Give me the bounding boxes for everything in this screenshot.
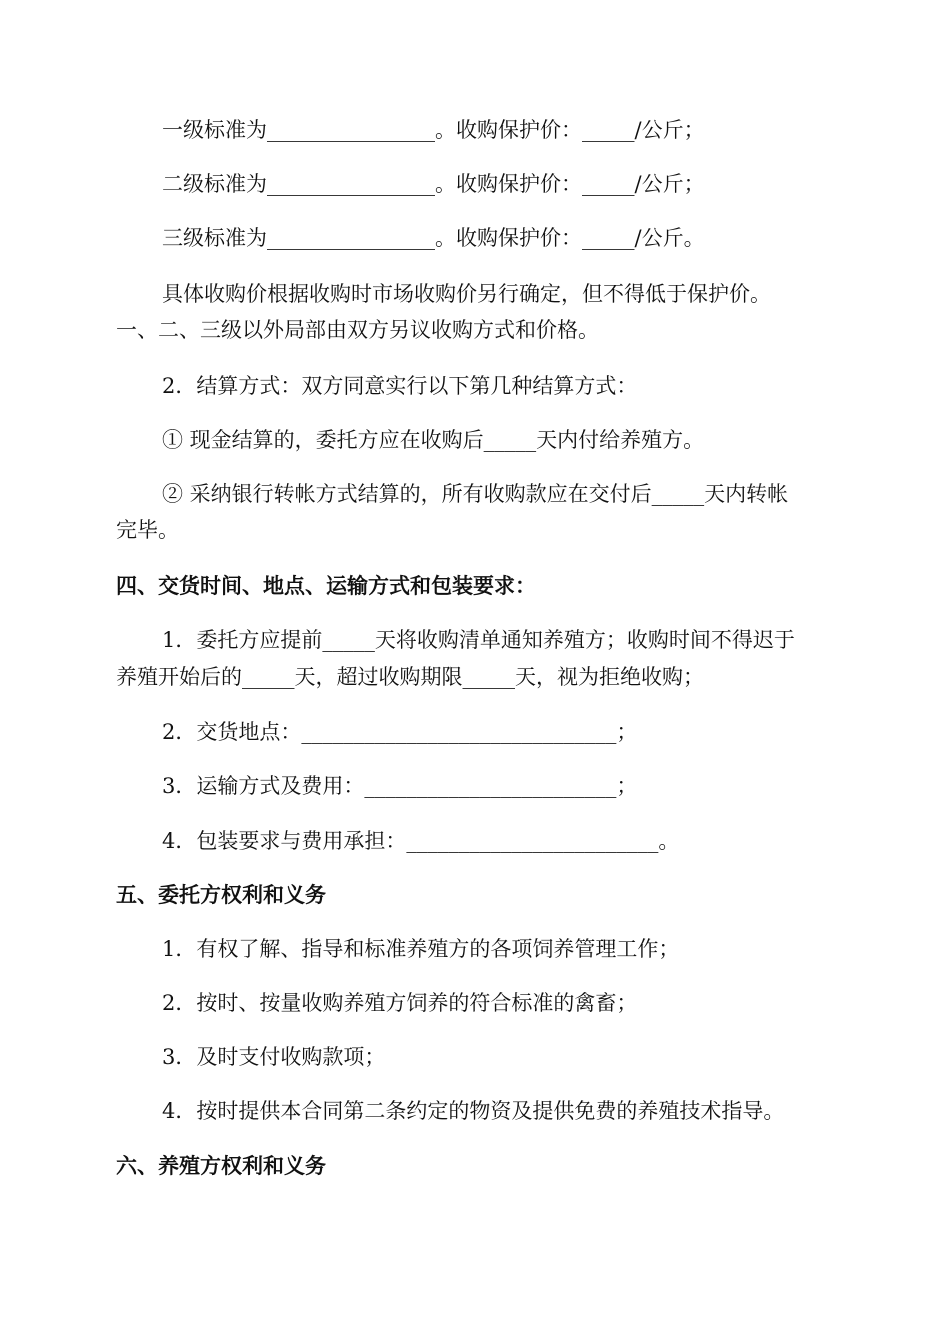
pricing-note-line-1: 具体收购价根据收购时市场收购价另行确定，但不得低于保护价。 xyxy=(162,282,771,306)
settlement-option-1: ① 现金结算的，委托方应在收购后_____天内付给养殖方。 xyxy=(162,428,705,452)
section-4-item-2: 2．交货地点：______________________________； xyxy=(162,720,638,744)
section-4-item-3: 3．运输方式及费用：________________________； xyxy=(162,774,638,798)
section-4-item-4: 4．包装要求与费用承担：________________________。 xyxy=(162,829,680,853)
grade-1-standard: 一级标准为________________。收购保护价：_____/公斤； xyxy=(162,118,705,142)
section-5-heading: 五、委托方权利和义务 xyxy=(116,883,326,907)
grade-2-standard: 二级标准为________________。收购保护价：_____/公斤； xyxy=(162,172,705,196)
section-5-item-4: 4．按时提供本合同第二条约定的物资及提供免费的养殖技术指导。 xyxy=(162,1099,785,1123)
section-4-item-1-line-1: 1．委托方应提前_____天将收购清单通知养殖方；收购时间不得迟于 xyxy=(162,628,795,652)
settlement-option-2-line-2: 完毕。 xyxy=(116,518,179,542)
section-5-item-1: 1．有权了解、指导和标准养殖方的各项饲养管理工作； xyxy=(162,937,680,961)
section-5-item-2: 2．按时、按量收购养殖方饲养的符合标准的禽畜； xyxy=(162,991,638,1015)
section-4-item-1-line-2: 养殖开始后的_____天，超过收购期限_____天，视为拒绝收购； xyxy=(116,665,704,689)
section-5-item-3: 3．及时支付收购款项； xyxy=(162,1045,386,1069)
grade-3-standard: 三级标准为________________。收购保护价：_____/公斤。 xyxy=(162,226,705,250)
pricing-note-line-2: 一、二、三级以外局部由双方另议收购方式和价格。 xyxy=(116,318,599,342)
section-4-heading: 四、交货时间、地点、运输方式和包装要求： xyxy=(116,574,536,598)
settlement-title: 2．结算方式：双方同意实行以下第几种结算方式： xyxy=(162,374,638,398)
settlement-option-2-line-1: ② 采纳银行转帐方式结算的，所有收购款应在交付后_____天内转帐 xyxy=(162,482,789,506)
section-6-heading: 六、养殖方权利和义务 xyxy=(116,1154,326,1178)
